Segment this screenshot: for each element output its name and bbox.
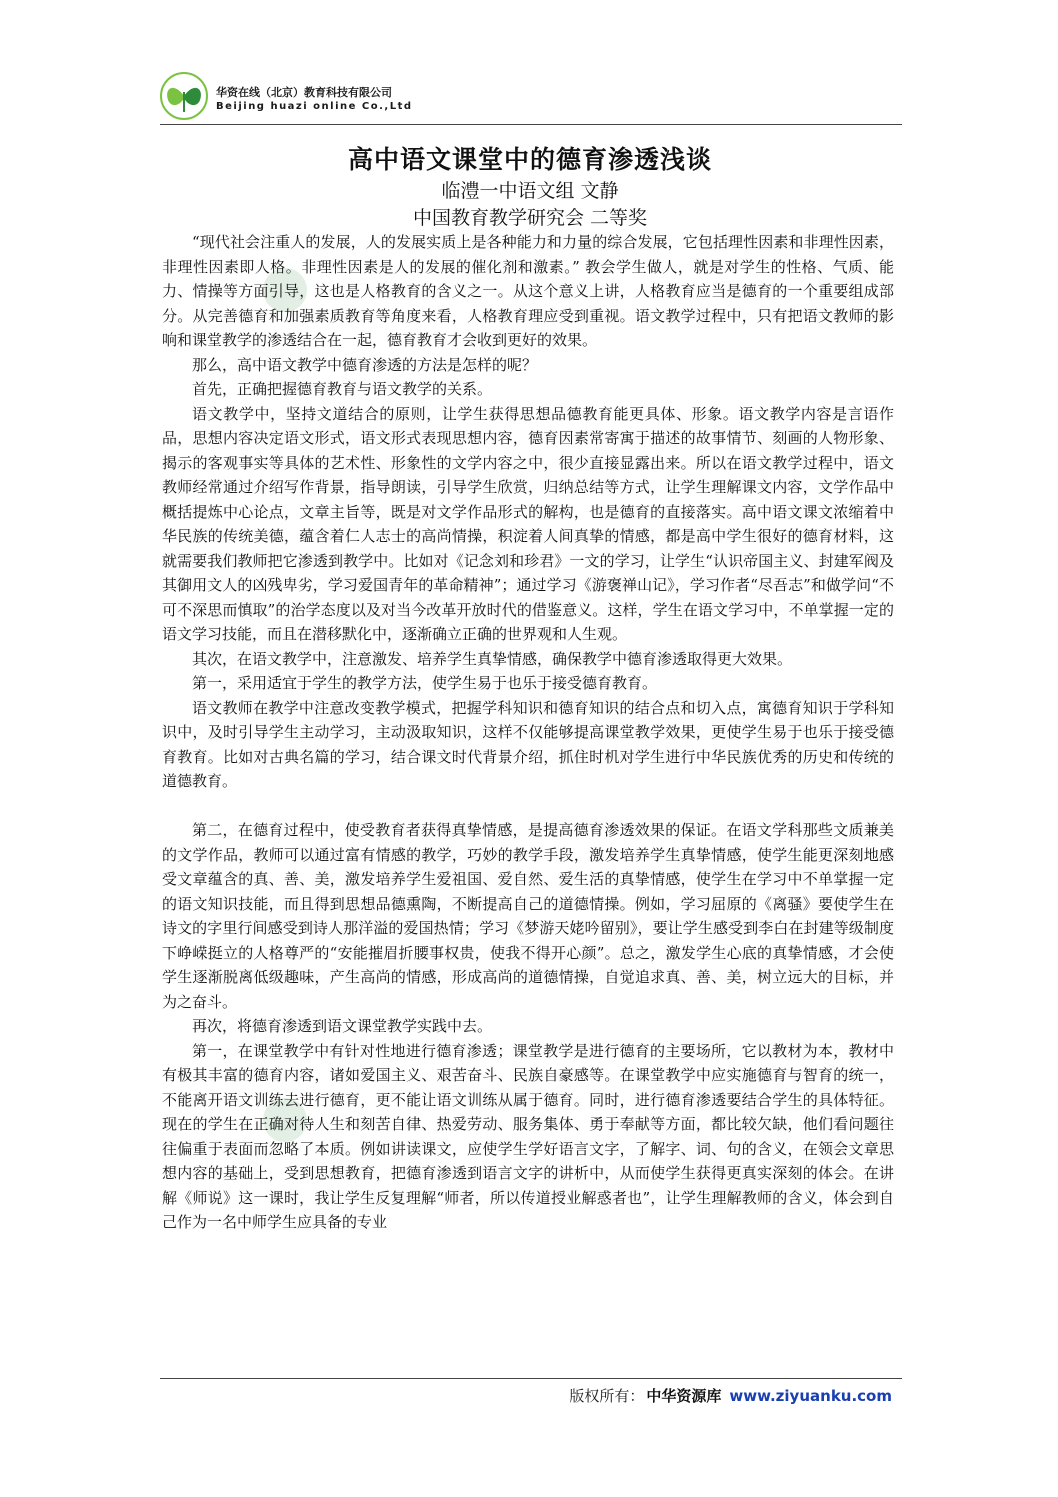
paragraph: 第一，在课堂教学中有针对性地进行德育渗透；课堂教学是进行德育的主要场所，它以教材为本，教材中有极其丰富的德育内容，诸如爱国主义、艰苦奋斗、民族自豪感等。在课堂教学中应实施德育与智育的统一，不能离开语文训练去进行德育，更不能让语文训练从属于德育。同时，进行德育渗透要结合学生的具体特征。现在的学生在正确对待人生和刻苦自律、热爱劳动、服务集体、勇于奉献等方面，都比较欠缺，他们看问题往往偏重于表面而忽略了本质。例如讲读课文，应使学生学好语言文字，了解字、词、句的含义，在领会文章思想内容的基础上，受到思想教育，把德育渗透到语言文字的讲析中，从而使学生获得更真实深刻的体会。在讲解《师说》这一课时，我让学生反复理解“师者，所以传道授业解惑者也”，让学生理解教师的含义，体会到自己作为一名中师学生应具备的专业 xyxy=(162,1041,894,1231)
paragraph: 首先，正确把握德育教育与语文教学的关系。 xyxy=(192,380,493,398)
award-line: 中国教育教学研究会 二等奖 xyxy=(412,207,648,229)
author-byline: 临澧一中语文组 文静 xyxy=(441,180,619,202)
page-header xyxy=(160,72,900,122)
paragraph: 那么，高中语文教学中德育渗透的方法是怎样的呢？ xyxy=(192,355,538,374)
paragraph: “现代社会注重人的发展，人的发展实质上是各种能力和力量的综合发展，它包括理性因素和非理性因素，非理性因素即人格。非理性因素是人的发展的催化剂和激素。” 教会学生做人，就是对学生的性格、气质、能力、情操等方面引导，这也是人格教育的含义之一。从这个意义上讲，人格教育应当是德育的一个重要组成部分。从完善德育和加强素质教育等角度来看，人格教育理应受到重视。语文教学过程中，只有把语文教师的影响和课堂教学的渗透结合在一起，德育教育才会收到更好的效果。 xyxy=(162,233,894,349)
article-body xyxy=(162,230,894,1235)
header-divider xyxy=(160,124,902,125)
paragraph: 再次，将德育渗透到语文课堂教学实践中去。 xyxy=(192,1017,493,1035)
paragraph: 语文教师在教学中注意改变教学模式，把握学科知识和德育知识的结合点和切入点，寓德育知识于学科知识中，及时引导学生主动学习，主动汲取知识，这样不仅能够提高课堂教学效果，更使学生易于也乐于接受德育教育。比如对古典名篇的学习，结合课文时代背景介绍，抓住时机对学生进行中华民族优秀的历史和传统的道德教育。 xyxy=(162,698,894,790)
site-link[interactable]: www.ziyuanku.com xyxy=(729,1387,892,1405)
company-name-en: Beijing huazi online Co.,Ltd xyxy=(216,101,413,112)
footer-divider xyxy=(160,1378,902,1379)
page-title: 高中语文课堂中的德育渗透浅谈 xyxy=(347,145,712,174)
paragraph: 其次，在语文教学中，注意激发、培养学生真挚情感，确保教学中德育渗透取得更大效果。 xyxy=(192,649,793,668)
brand-name: 中华资源库 xyxy=(646,1387,722,1405)
paragraph: 第二，在德育过程中，使受教育者获得真挚情感，是提高德育渗透效果的保证。在语文学科那些文质兼美的文学作品，教师可以通过富有情感的教学，巧妙的教学手段，激发培养学生真挚情感，使学生能更深刻地感受文章蕴含的真、善、美，激发培养学生爱祖国、爱自然、爱生活的真挚情感，使学生在学习中不单掌握一定的语文知识技能，而且得到思想品德熏陶，不断提高自己的道德情操。例如，学习屈原的《离骚》要使学生在诗文的字里行间感受到诗人那洋溢的爱国热情；学习《梦游天姥吟留别》，要让学生感受到李白在封建等级制度下峥嵘挺立的人格尊严的“安能摧眉折腰事权贵，使我不得开心颜”。总之，激发学生心底的真挚情感，才会使学生逐渐脱离低级趣味，产生高尚的情感，形成高尚的道德情操，自觉追求真、善、美，树立远大的目标，并为之奋斗。 xyxy=(162,821,894,1011)
paragraph: 第一，采用适宜于学生的教学方法，使学生易于也乐于接受德育教育。 xyxy=(192,674,658,692)
page-footer xyxy=(569,1385,892,1406)
paragraph: 语文教学中，坚持文道结合的原则，让学生获得思想品德教育能更具体、形象。语文教学内容是言语作品，思想内容决定语文形式，语文形式表现思想内容，德育因素常寄寓于描述的故事情节、刻画的人物形象、揭示的客观事实等具体的艺术性、形象性的文学内容之中，很少直接显露出来。所以在语文教学过程中，语文教师经常通过介绍写作背景，指导朗读，引导学生欣赏，归纳总结等方式，让学生理解课文内容，文学作品中概括提炼中心论点，文章主旨等，既是对文学作品形式的解构，也是德育的直接落实。高中语文课文浓缩着中华民族的传统美德，蕴含着仁人志士的高尚情操，积淀着人间真挚的情感，都是高中学生很好的德育材料，这就需要我们教师把它渗透到教学中。比如对《记念刘和珍君》一文的学习，让学生“认识帝国主义、封建军阀及其御用文人的凶残卑劣，学习爱国青年的革命精神”；通过学习《游褒禅山记》，学习作者“尽吾志”和做学问“不可不深思而慎取”的治学态度以及对当今改革开放时代的借鉴意义。这样，学生在语文学习中，不单掌握一定的语文学习技能，而且在潜移默化中，逐渐确立正确的世界观和人生观。 xyxy=(162,404,894,643)
company-name-cn: 华资在线（北京）教育科技有限公司 xyxy=(216,86,392,99)
butterfly-leaf-logo-icon xyxy=(160,72,208,120)
copyright-label: 版权所有： xyxy=(569,1387,645,1405)
